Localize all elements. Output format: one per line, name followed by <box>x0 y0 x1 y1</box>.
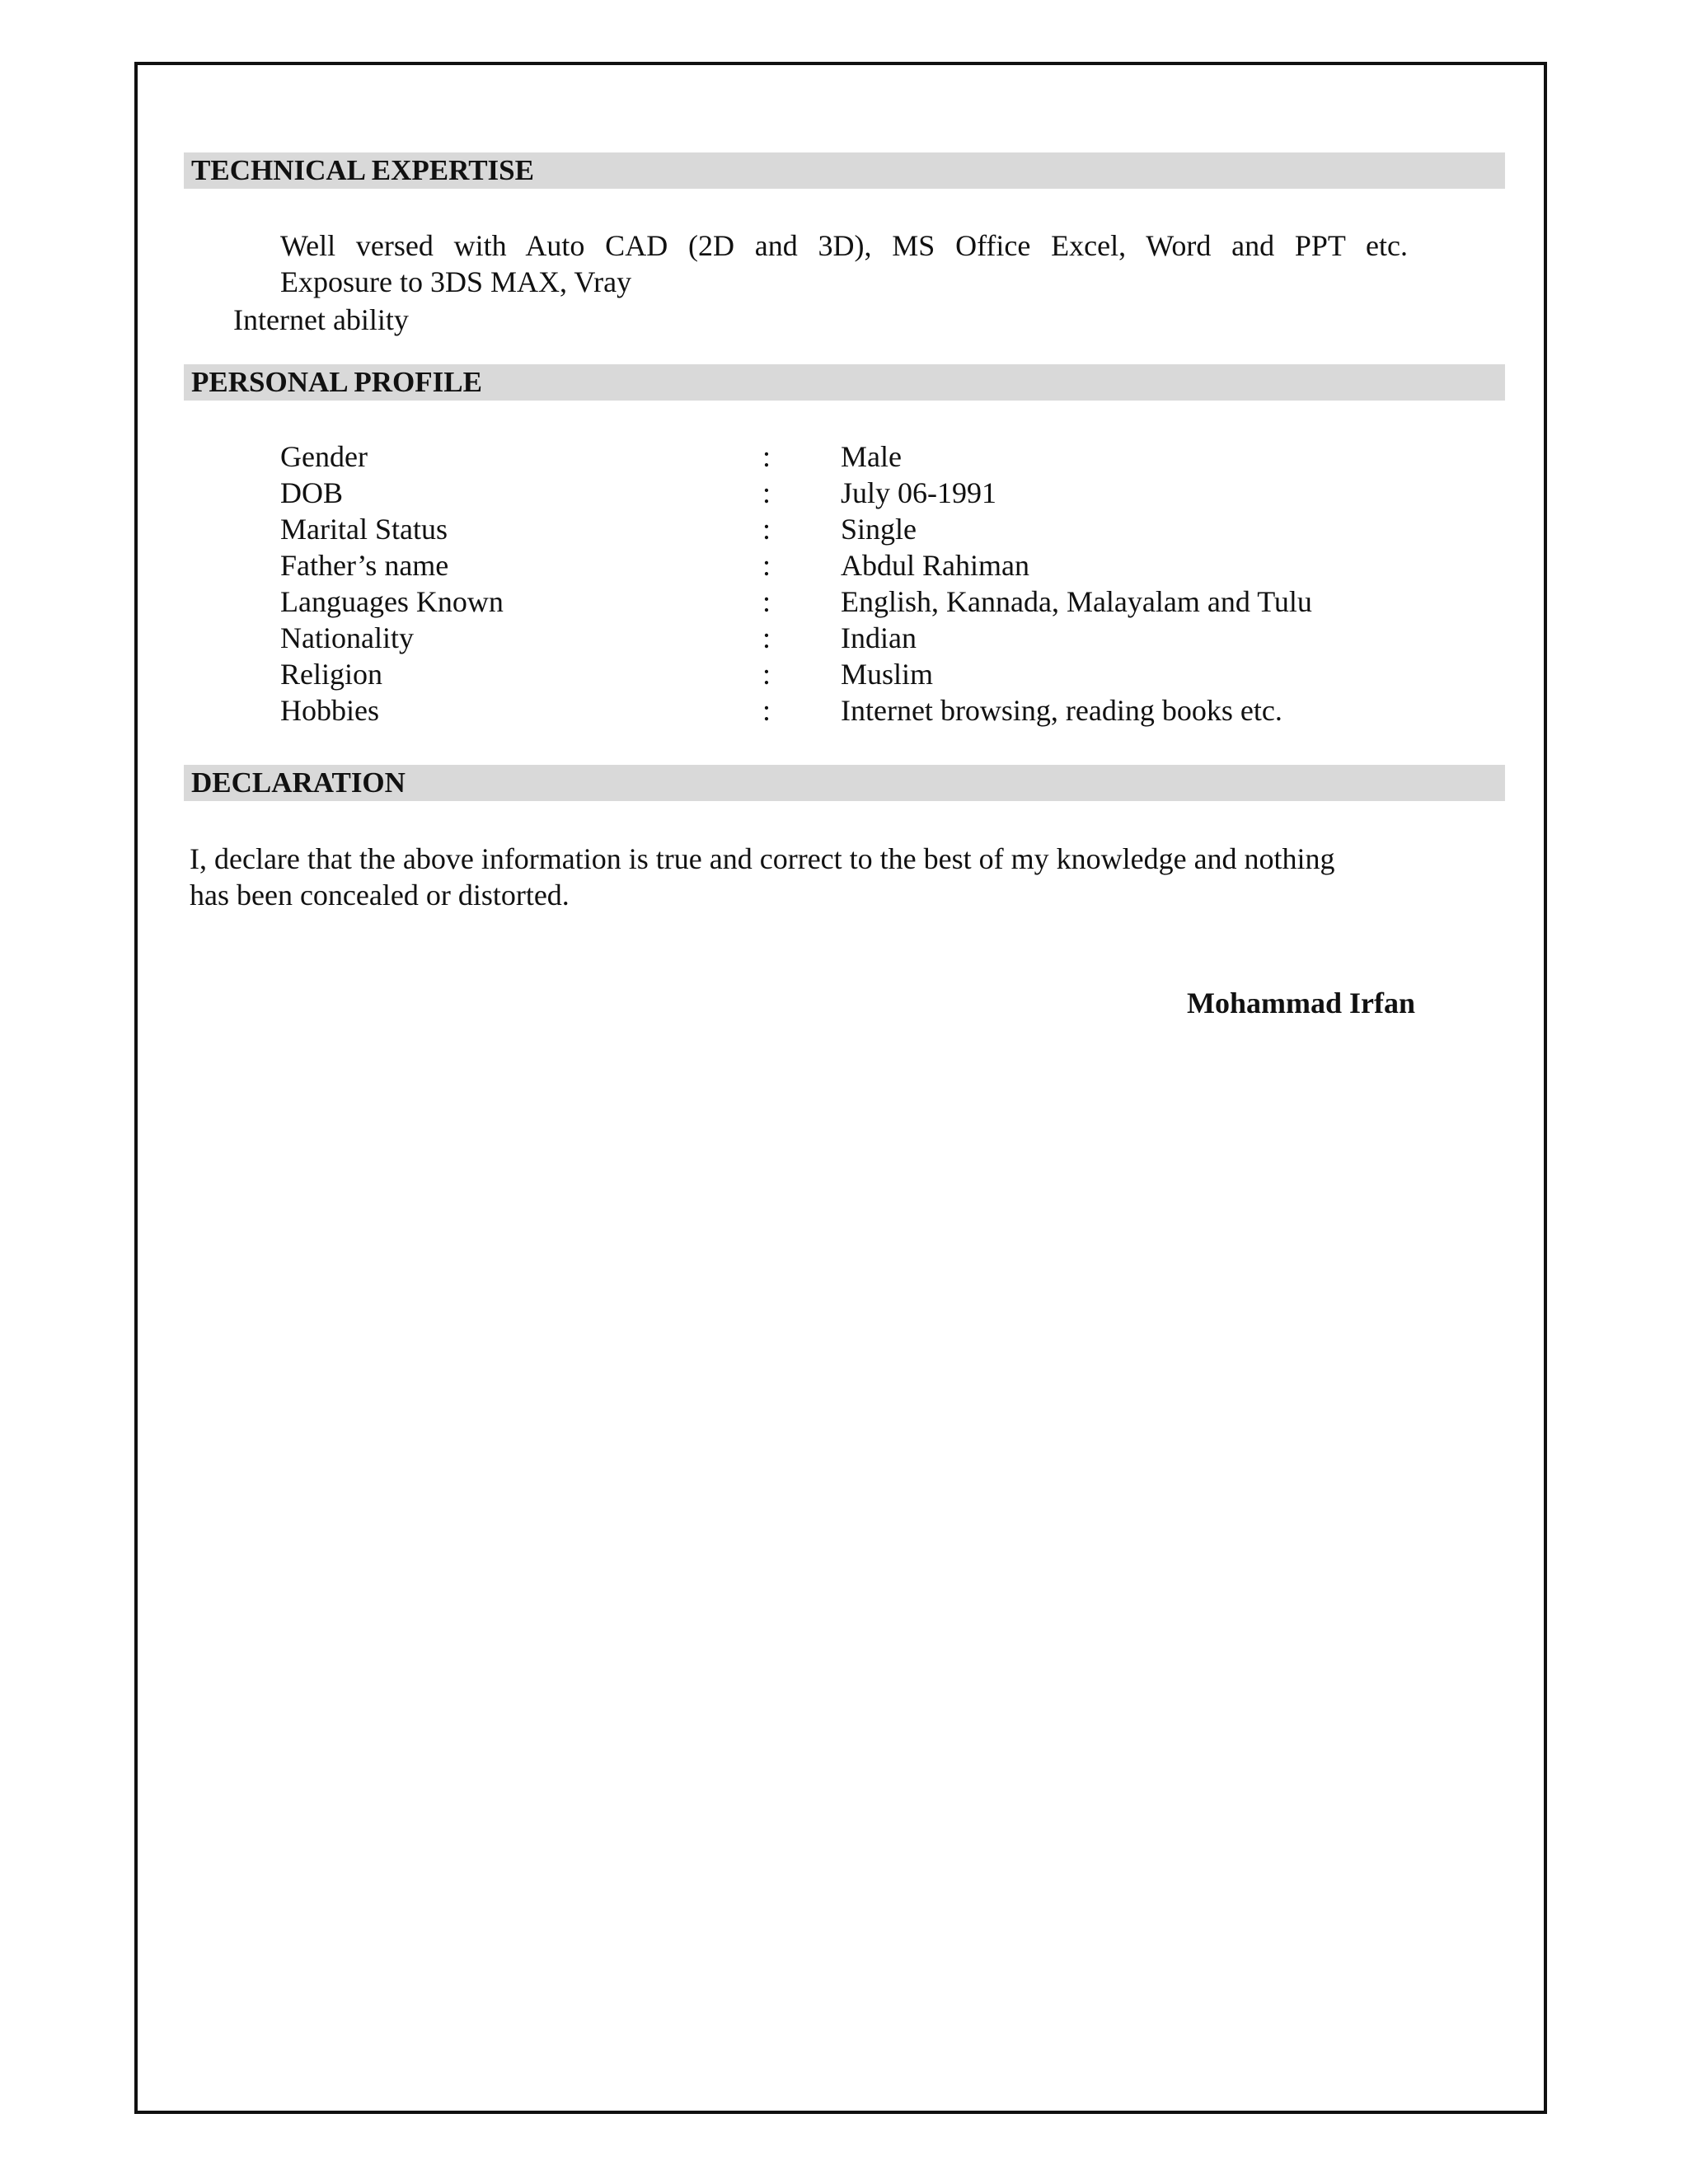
profile-separator: : <box>762 585 771 618</box>
profile-value: Muslim <box>841 658 934 691</box>
profile-row-languages-known <box>0 583 1688 620</box>
declaration-line-1: I, declare that the above information is true and correct to the best of my knowledge and nothing <box>190 842 1335 875</box>
profile-row-religion <box>0 656 1688 692</box>
profile-separator: : <box>762 440 771 473</box>
profile-label: Nationality <box>280 621 414 654</box>
profile-value: July 06-1991 <box>841 476 996 509</box>
profile-value: Single <box>841 513 917 546</box>
signature-name: Mohammad Irfan <box>1187 987 1415 1019</box>
profile-label: Hobbies <box>280 694 379 727</box>
profile-separator: : <box>762 476 771 509</box>
profile-value: Abdul Rahiman <box>841 549 1029 582</box>
technical-expertise-heading: TECHNICAL EXPERTISE <box>184 152 1505 189</box>
profile-row-dob <box>0 475 1688 511</box>
profile-row-hobbies <box>0 692 1688 729</box>
profile-row-nationality <box>0 620 1688 656</box>
profile-label: DOB <box>280 476 344 509</box>
technical-expertise-line-3: Internet ability <box>233 303 409 336</box>
profile-value: Internet browsing, reading books etc. <box>841 694 1282 727</box>
profile-separator: : <box>762 549 771 582</box>
profile-separator: : <box>762 658 771 691</box>
profile-label: Languages Known <box>280 585 504 618</box>
profile-label: Marital Status <box>280 513 448 546</box>
personal-profile-heading: PERSONAL PROFILE <box>184 364 1505 401</box>
declaration-heading: DECLARATION <box>184 765 1505 801</box>
declaration-line-2: has been concealed or distorted. <box>190 879 570 912</box>
profile-value: Indian <box>841 621 917 654</box>
profile-separator: : <box>762 694 771 727</box>
profile-row-fathers-name <box>0 547 1688 583</box>
profile-value: Male <box>841 440 902 473</box>
profile-row-gender <box>0 438 1688 475</box>
profile-separator: : <box>762 513 771 546</box>
profile-label: Religion <box>280 658 382 691</box>
technical-expertise-line-1: Well versed with Auto CAD (2D and 3D), MS Office Excel, Word and PPT etc. <box>280 229 1408 262</box>
profile-label: Father’s name <box>280 549 449 582</box>
profile-label: Gender <box>280 440 368 473</box>
profile-row-marital-status <box>0 511 1688 547</box>
profile-value: English, Kannada, Malayalam and Tulu <box>841 585 1312 618</box>
technical-expertise-line-2: Exposure to 3DS MAX, Vray <box>280 265 632 298</box>
profile-separator: : <box>762 621 771 654</box>
